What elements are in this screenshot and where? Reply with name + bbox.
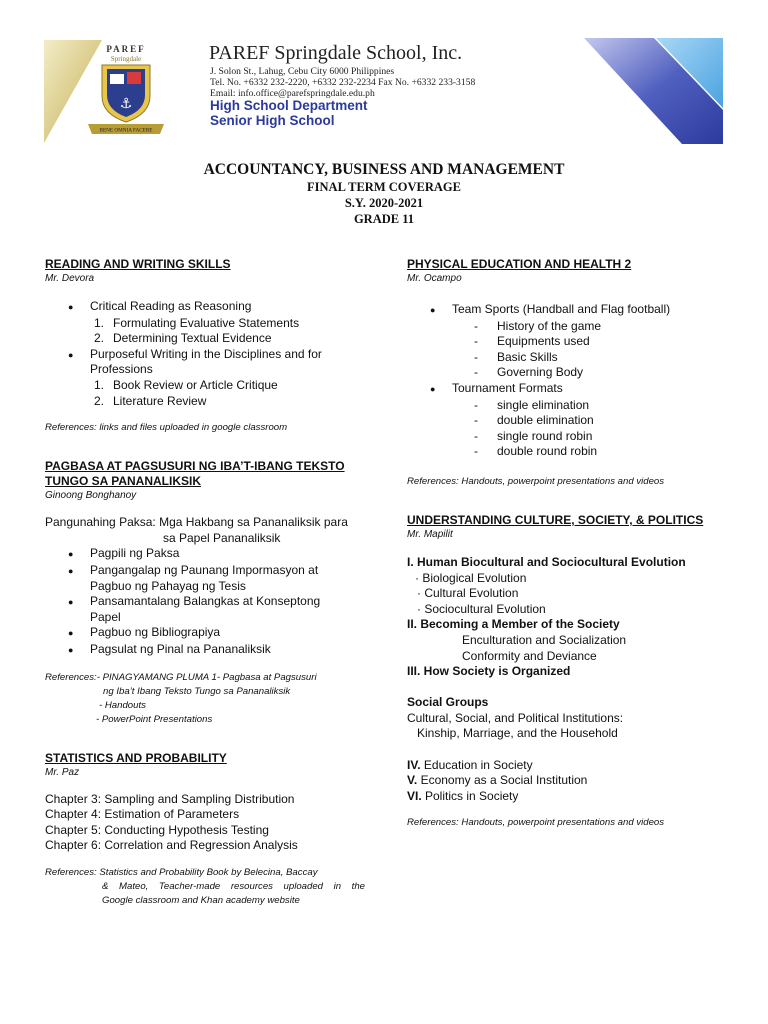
- section-title: UNDERSTANDING CULTURE, SOCIETY, & POLITICS: [407, 512, 704, 527]
- teacher-name: Mr. Devora: [45, 273, 95, 284]
- school-name: PAREF Springdale School, Inc.: [209, 42, 463, 64]
- chapter-item: Chapter 4: Estimation of Parameters: [45, 807, 240, 822]
- section-title: READING AND WRITING SKILLS: [45, 257, 231, 271]
- teacher-name: Mr. Ocampo: [407, 273, 462, 284]
- unit-heading: VI. Politics in Society: [407, 788, 519, 803]
- topic-item: · Biological Evolution: [415, 570, 527, 585]
- header-blue-stripes: [584, 38, 726, 146]
- main-topic: Pangunahing Paksa: Mga Hakbang sa Pananaliksik para sa Papel Pananaliksik: [45, 515, 348, 545]
- list-item: ● Pansamantalang Balangkas at Konseptong Papel: [68, 594, 321, 624]
- list-item: 1. Book Review or Article Critique: [93, 377, 278, 392]
- sub-item: - Governing Body: [474, 365, 584, 380]
- chapter-item: Chapter 6: Correlation and Regression Analysis: [45, 838, 298, 853]
- list-item: ● Pangangalap ng Paunang Impormasyon at Pagbuo ng Pahayag ng Tesis: [68, 562, 319, 593]
- sub-item: - double round robin: [474, 444, 598, 459]
- list-item: ● Critical Reading as Reasoning: [45, 299, 365, 316]
- references: References: links and files uploaded in google classroom: [45, 422, 288, 434]
- section-title: PHYSICAL EDUCATION AND HEALTH 2: [407, 257, 632, 271]
- chapter-item: Chapter 5: Conducting Hypothesis Testing: [45, 822, 269, 837]
- sub-item: - Equipments used: [474, 334, 590, 349]
- unit-heading: III. How Society is Organized: [407, 664, 571, 679]
- bullet-icon: ●: [430, 383, 436, 394]
- email-line: Email: info.office@parefspringdale.edu.ph: [210, 88, 375, 99]
- ucsp-section: [407, 513, 727, 831]
- bullet-icon: ●: [68, 349, 74, 360]
- list-item: 2. Literature Review: [93, 393, 207, 408]
- bullet-icon: ●: [68, 565, 74, 576]
- teacher-name: Mr. Mapilit: [407, 528, 453, 540]
- crest-subtitle: Springdale: [110, 55, 142, 63]
- references: References: Handouts, powerpoint presentations and videos: [407, 817, 665, 829]
- crest-motto: BENE OMNIA FACERE: [99, 127, 153, 134]
- teacher-name: Mr. Paz: [45, 766, 80, 778]
- pagbasa-section: [45, 459, 365, 726]
- list-item: ● Team Sports (Handball and Flag football): [407, 302, 727, 319]
- topic-item: Kinship, Marriage, and the Household: [417, 726, 618, 741]
- sub-item: - double elimination: [474, 413, 594, 428]
- phone-line: Tel. No. +6332 232-2220, +6332 232-2234 Fax No. +6332 233-3158: [210, 77, 476, 88]
- topic-item: · Sociocultural Evolution: [417, 601, 546, 616]
- grade-level: GRADE 11: [353, 212, 415, 226]
- unit-heading: II. Becoming a Member of the Society: [407, 617, 620, 632]
- topic-item: Conformity and Deviance: [462, 648, 597, 663]
- department-name: High School Department: [210, 98, 368, 113]
- section-title: PAGBASA AT PAGSUSURI NG IBA’T-IBANG TEKSTO TUNGO SA PANANALIKSIK: [45, 459, 345, 489]
- unit-heading: V. Economy as a Social Institution: [407, 773, 588, 788]
- bullet-icon: ●: [430, 305, 436, 315]
- unit-heading: I. Human Biocultural and Sociocultural Evolution: [407, 554, 686, 569]
- bullet-icon: ●: [68, 549, 74, 560]
- section-title: STATISTICS AND PROBABILITY: [45, 750, 227, 765]
- svg-text:⚓: ⚓: [119, 95, 133, 111]
- sub-item: - single elimination: [474, 397, 590, 412]
- sub-item: - History of the game: [474, 318, 602, 333]
- bullet-icon: ●: [68, 302, 74, 312]
- list-item: ● Purposeful Writing in the Disciplines and for Professions: [68, 346, 322, 377]
- subheading: Social Groups: [407, 695, 489, 710]
- address-line: J. Solon St., Lahug, Cebu City 6000 Philippines: [210, 66, 395, 77]
- bullet-icon: ●: [68, 597, 74, 608]
- statistics-section: [45, 751, 365, 908]
- pe-health-section: [407, 257, 727, 489]
- references: References: Handouts, powerpoint presentations and videos: [407, 475, 665, 487]
- sub-item: - single round robin: [474, 428, 593, 443]
- references: References:- PINAGYAMANG PLUMA 1- Pagbasa at Pagsusuri ng Iba’t Ibang Teksto Tungo sa Pananaliksik - Handouts - PowerPoint Presentations: [45, 671, 317, 725]
- list-item: ● Pagpili ng Paksa: [45, 546, 365, 563]
- references: References: Statistics and Probability Book by Belecina, Baccay & Mateo, Teacher-made resources uploaded in the Google classroom and Khan academy website: [45, 866, 365, 906]
- coverage-title: FINAL TERM COVERAGE: [307, 180, 461, 194]
- strand-title: ACCOUNTANCY, BUSINESS AND MANAGEMENT: [203, 161, 565, 178]
- bullet-icon: ●: [68, 644, 74, 655]
- list-item: 1. Formulating Evaluative Statements: [93, 315, 300, 330]
- bullet-icon: ●: [68, 628, 74, 639]
- crest-title: PAREF: [106, 44, 146, 54]
- subdepartment-name: Senior High School: [210, 113, 335, 128]
- topic-item: Enculturation and Socialization: [462, 632, 627, 647]
- school-year: S.Y. 2020-2021: [344, 196, 424, 210]
- left-column: [45, 257, 365, 908]
- list-item: ● Pagbuo ng Bibliograpiya: [45, 625, 365, 642]
- list-item: ● Pagsulat ng Pinal na Pananaliksik: [45, 642, 365, 659]
- topic-item: Cultural, Social, and Political Institutions:: [407, 710, 624, 725]
- topic-item: · Cultural Evolution: [417, 586, 519, 601]
- sub-item: - Basic Skills: [474, 349, 558, 364]
- school-crest-logo: [86, 44, 166, 134]
- chapter-item: Chapter 3: Sampling and Sampling Distribution: [45, 791, 295, 806]
- unit-heading: IV. Education in Society: [407, 757, 533, 772]
- list-item: ● Tournament Formats: [407, 381, 727, 398]
- list-item: 2. Determining Textual Evidence: [93, 331, 272, 346]
- right-column: [407, 257, 727, 830]
- reading-writing-section: [45, 257, 365, 435]
- teacher-name: Ginoong Bonghanoy: [45, 490, 137, 502]
